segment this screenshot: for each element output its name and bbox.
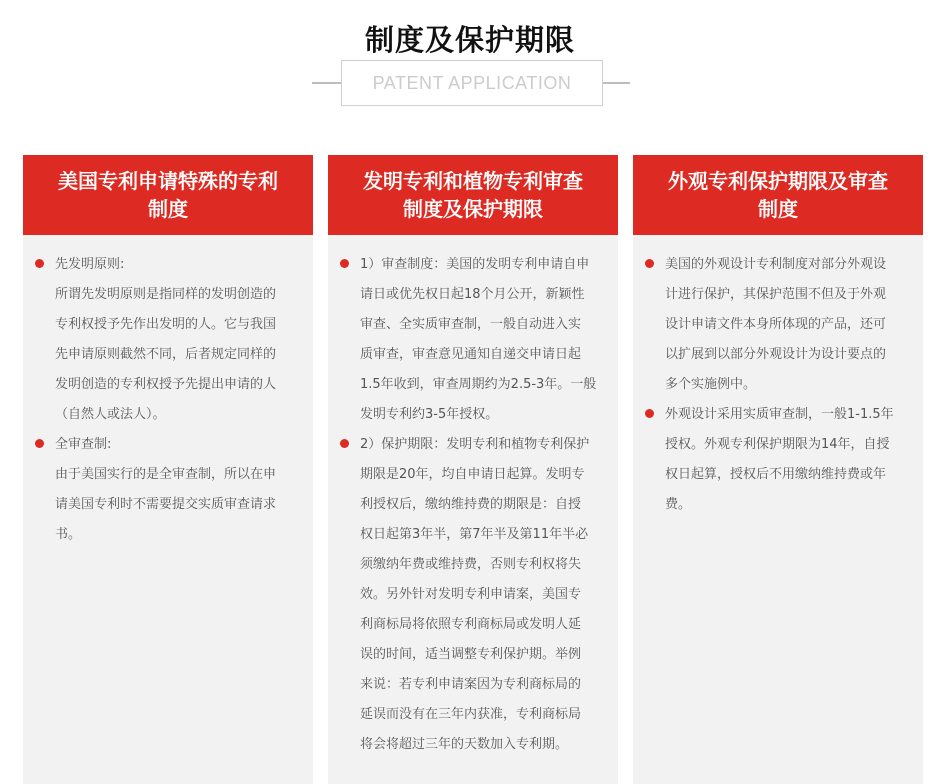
card-body	[328, 235, 618, 760]
list-item	[35, 250, 299, 430]
card-us-special-system	[23, 155, 313, 784]
list-item-text: 2）保护期限：发明专利和植物专利保护 期限是20年，均自申请日起算。发明专 利授权后，缴纳维持费的期限是：自授 权日起第3年半，第7年半及第11年半必 须缴纳年费或维持费，否则专利权将失 效。另外针对发明专利申请案，美国专 利商标局将依照专利商标局或发明人延 误的时间，适当调整专利保护期。举例 来说：若专利申请案因为专利商标局的 延误而没有在三年内获准，专利商标局 将会将超过三年的天数加入专利期。	[360, 437, 590, 752]
list-item-text: 外观设计采用实质审查制，一般1-1.5年 授权。外观专利保护期限为14年，自授 权日起算，授权后不用缴纳维持费或年 费。	[665, 407, 894, 512]
card-body	[23, 235, 313, 550]
card-heading-text: 美国专利申请特殊的专利 制度	[58, 169, 278, 221]
list-item	[340, 250, 604, 430]
list-item	[645, 400, 909, 520]
bullet-dot-icon	[645, 259, 654, 268]
bullet-dot-icon	[340, 439, 349, 448]
card-heading-text: 发明专利和植物专利审查 制度及保护期限	[363, 169, 583, 221]
list-item	[35, 430, 299, 550]
bullet-dot-icon	[35, 259, 44, 268]
card-invention-plant-patent	[328, 155, 618, 784]
card-design-patent	[633, 155, 923, 784]
list-item-text: 美国的外观设计专利制度对部分外观设 计进行保护，其保护范围不但及于外观 设计申请文件本身所体现的产品，还可 以扩展到以部分外观设计为设计要点的 多个实施例中。	[665, 257, 887, 392]
subtitle-banner	[312, 60, 630, 106]
card-body	[633, 235, 923, 520]
list-item	[645, 250, 909, 400]
bullet-dot-icon	[340, 259, 349, 268]
bullet-dot-icon	[645, 409, 654, 418]
card-heading	[633, 155, 923, 235]
card-heading	[328, 155, 618, 235]
card-heading	[23, 155, 313, 235]
list-item	[340, 430, 604, 760]
list-item-text: 1）审查制度：美国的发明专利申请自申 请日或优先权日起18个月公开，新颖性 审查、全实质审查制，一般自动进入实 质审查，审查意见通知自递交申请日起 1.5年收到，审查周期约为2.5-3年。一般 发明专利约3-5年授权。	[360, 257, 597, 422]
card-heading-text: 外观专利保护期限及审查 制度	[668, 169, 888, 221]
page-title: 制度及保护期限	[364, 23, 575, 57]
list-item-text: 全审查制: 由于美国实行的是全审查制，所以在申 请美国专利时不需要提交实质审查请求 书。	[55, 437, 277, 542]
bullet-dot-icon	[35, 439, 44, 448]
list-item-text: 先发明原则: 所谓先发明原则是指同样的发明创造的 专利权授予先作出发明的人。它与我国 先申请原则截然不同，后者规定同样的 发明创造的专利权授予先提出申请的人 （自然人或法人）。	[55, 257, 277, 422]
subtitle-text: PATENT APPLICATION	[341, 60, 603, 106]
